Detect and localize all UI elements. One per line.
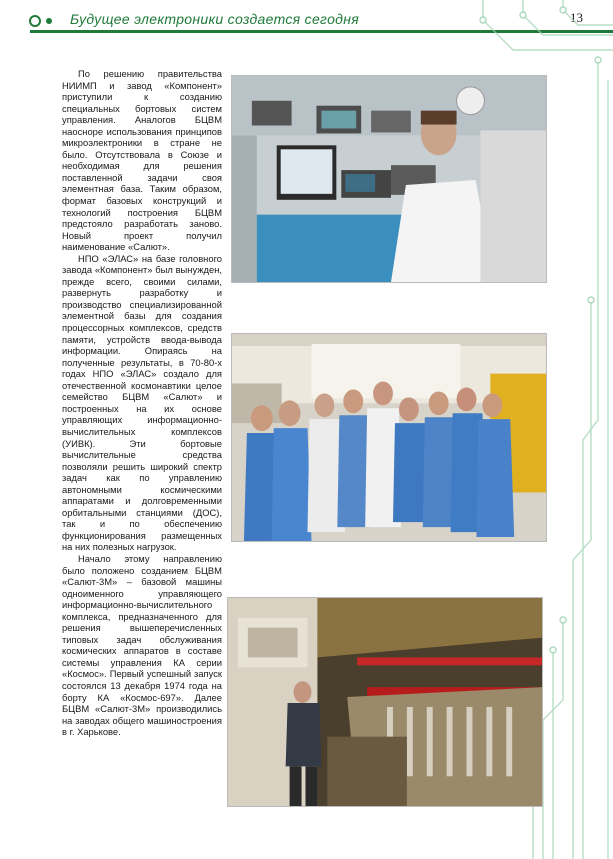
header-ornament-dot xyxy=(46,18,52,24)
page-number: 13 xyxy=(570,10,583,25)
article-body xyxy=(62,68,222,738)
paragraph-3: Начало этому направлению было положено созданием БЦВМ «Салют-3М» – базовой машины одноименного управляющего информационно-вычислительного комплекса, предназначенного для решения вышеперечисленных типовых задач обслуживания космических аппаратов в составе системы управления КА серии «Космос». Первый успешный запуск состоялся 13 декабря 1974 года на борту КА «Космос-697». Далее БЦВМ «Салют-3М» производились на заводах общего машиностроения в г. Харькове. xyxy=(62,552,222,738)
photo-production-line xyxy=(227,597,543,807)
running-title: Будущее электроники создается сегодня xyxy=(70,11,359,27)
photo-lab-engineer xyxy=(231,75,547,283)
photo-staff-group xyxy=(231,333,547,542)
paragraph-2: НПО «ЭЛАС» на базе головного завода «Компонент» был вынужден, прежде всего, своими силами, развернуть разработку и производство специализированной элементной базы для создания процессорных комплексов, средств памяти, устройств ввода-вывода информации. Опираясь на полученные результаты, в 70-80-х годах НПО «ЭЛАС» создало для отечественной космонавтики целое семейство БЦВМ «Салют» и построенных на их основе управляющих информационно-вычислительных комплексов (УИВК). Эти бортовые вычислительные средства позволяли решить широкий спектр задач как по управлению автономными космическими аппаратами и долговременными орбитальными станциями (ДОС), так и по обеспечению функционирования размещенных на них полезных нагрузок. xyxy=(62,252,222,553)
paragraph-1: По решению правительства НИИМП и завод «Компонент» приступили к созданию специальных бортовых систем управления. Аналогов БЦВМ наосноре использования принципов микроэлектроники в стране не было. Отсутствовала в Союзе и необходимая для решения поставленной задачи своя элементная база. Таким образом, формат базовых конструкций и технологий построения БЦВМ предстояло разработать заново. Новый проект получил наименование «Салют». xyxy=(62,68,222,253)
header-rule xyxy=(30,30,613,33)
header-ornament-ring xyxy=(29,15,41,27)
